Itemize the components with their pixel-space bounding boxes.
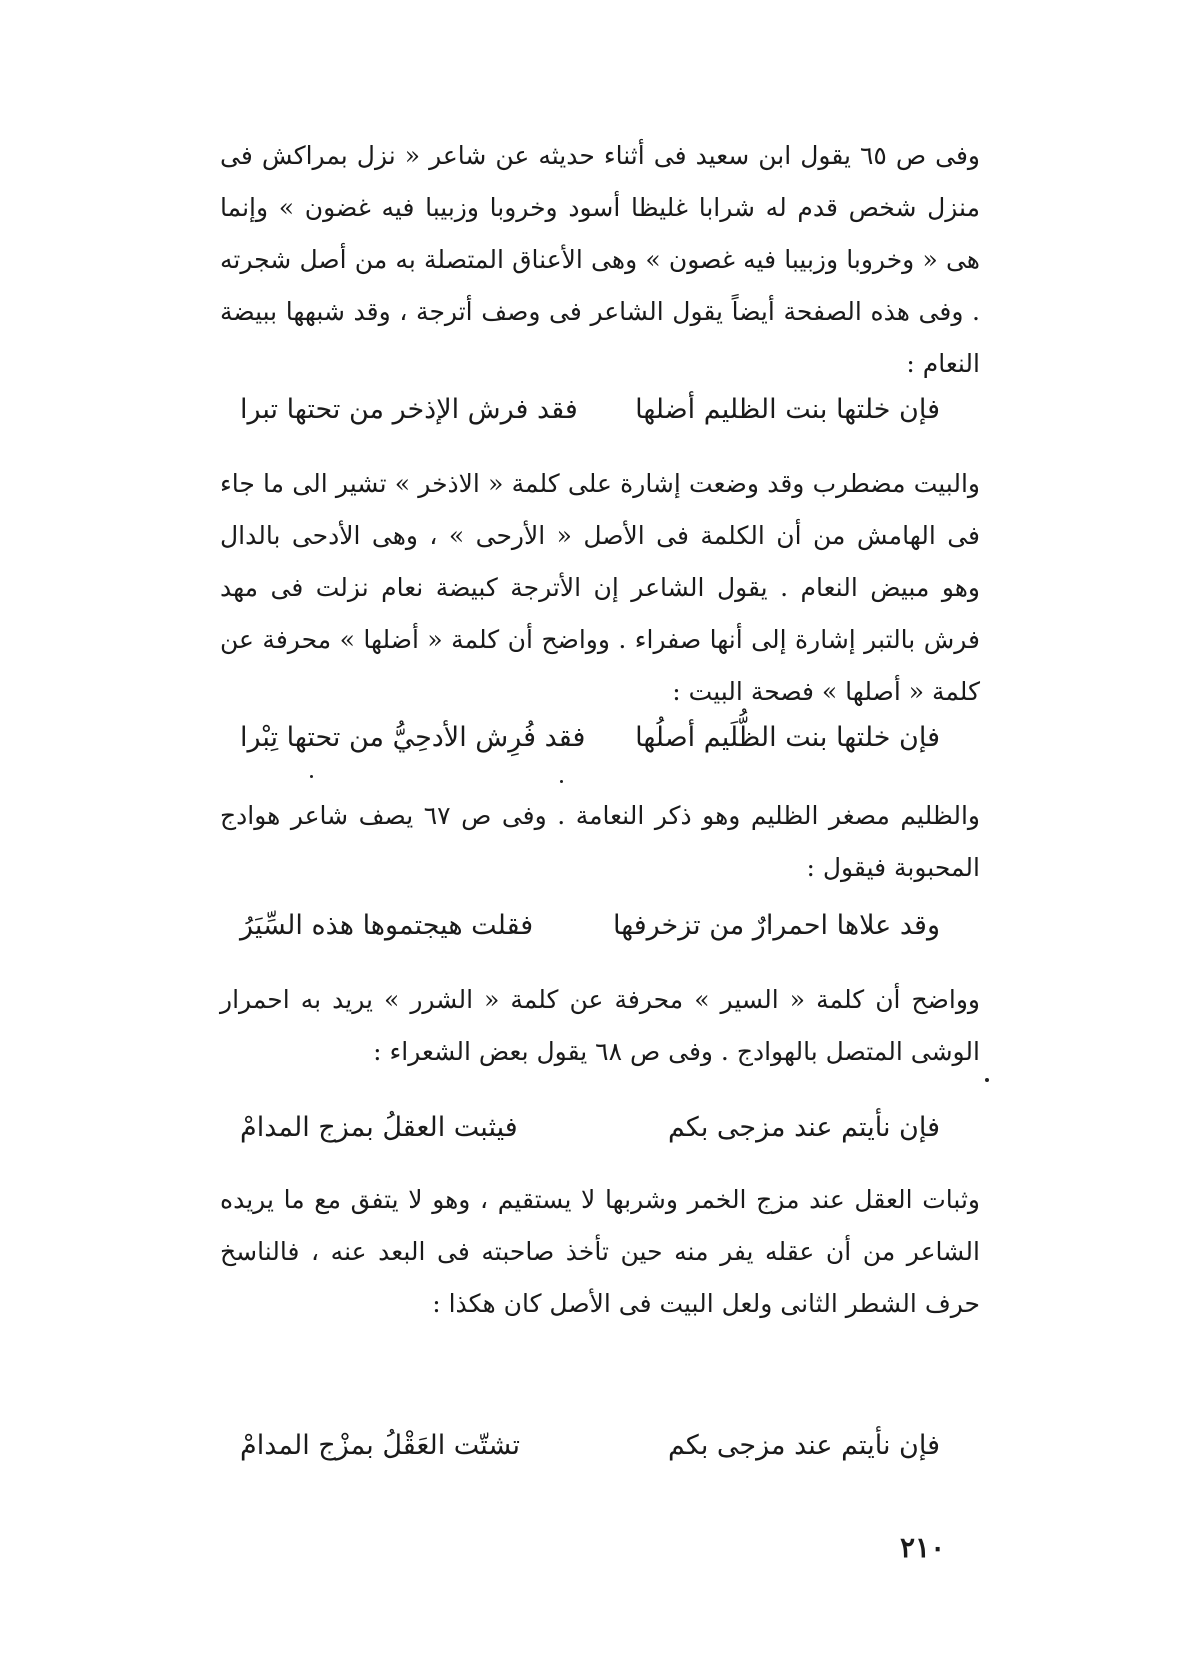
paragraph-5: وثبات العقل عند مزج الخمر وشربها لا يستقيم ، وهو لا يتفق مع ما يريده الشاعر من أن عقله يفر منه حين تأخذ صاحبته فى البعد عنه ، فالناسخ حرف الشطر الثانى ولعل البيت فى الأصل كان هكذا : <box>220 1185 980 1318</box>
verse-5-first-hemistich: فإن نأيتم عند مزجى بكم <box>667 1430 940 1461</box>
paragraph-3: والظليم مصغر الظليم وهو ذكر النعامة . وفى ص ٦٧ يصف شاعر هوادج المحبوبة فيقول : <box>220 801 980 882</box>
verse-4-second-hemistich: فيثبت العقلُ بمزج المدامْ <box>240 1112 518 1143</box>
paragraph-4: وواضح أن كلمة « السير » محرفة عن كلمة « الشرر » يريد به احمرار الوشى المتصل بالهوادج . وفى ص ٦٨ يقول بعض الشعراء : <box>220 985 980 1066</box>
verse-1 <box>240 384 940 436</box>
verse-4 <box>240 1102 940 1154</box>
paragraph-1: وفى ص ٦٥ يقول ابن سعيد فى أثناء حديثه عن شاعر « نزل بمراكش فى منزل شخص قدم له شرابا غليظا أسود وخروبا وزبيبا فيه غضون » وإنما هى « وخروبا وزبيبا فيه غصون » وهى الأعناق المتصلة به من أصل شجرته . وفى هذه الصفحة أيضاً يقول الشاعر فى وصف أترجة ، وقد شبهها ببيضة النعام : <box>220 141 980 378</box>
ink-speck <box>560 780 563 783</box>
verse-2-first-hemistich: فإن خلتها بنت الظُّلَيم أصلُها <box>635 722 940 753</box>
verse-1-second-hemistich: فقد فرش الإذخر من تحتها تبرا <box>240 394 578 425</box>
paragraph-2: والبيت مضطرب وقد وضعت إشارة على كلمة « الاذخر » تشير الى ما جاء فى الهامش من أن الكلمة فى الأصل « الأرحى » ، وهى الأدحى بالدال وهو مبيض النعام . يقول الشاعر إن الأترجة كبيضة نعام نزلت فى مهد فرش بالتبر إشارة إلى أنها صفراء . وواضح أن كلمة « أضلها » محرفة عن كلمة « أصلها » فصحة البيت : <box>220 469 980 706</box>
verse-2-second-hemistich: فقد فُرِش الأدحِيُّ من تحتها تِبْرا <box>240 722 586 753</box>
verse-2 <box>240 712 940 764</box>
verse-4-first-hemistich: فإن نأيتم عند مزجى بكم <box>667 1112 940 1143</box>
verse-3-second-hemistich: فقلت هيجتموها هذه السِّيَرُ <box>240 910 534 941</box>
ink-speck <box>985 1078 989 1082</box>
verse-5-second-hemistich: تشتّت العَقْلُ بمزْج المدامْ <box>240 1430 521 1461</box>
verse-5 <box>240 1420 940 1472</box>
page-number: ٢١٠ <box>900 1531 946 1564</box>
ink-speck <box>310 775 313 778</box>
verse-3 <box>240 900 940 952</box>
verse-3-first-hemistich: وقد علاها احمرارٌ من تزخرفها <box>613 910 940 941</box>
verse-1-first-hemistich: فإن خلتها بنت الظليم أضلها <box>635 394 940 425</box>
